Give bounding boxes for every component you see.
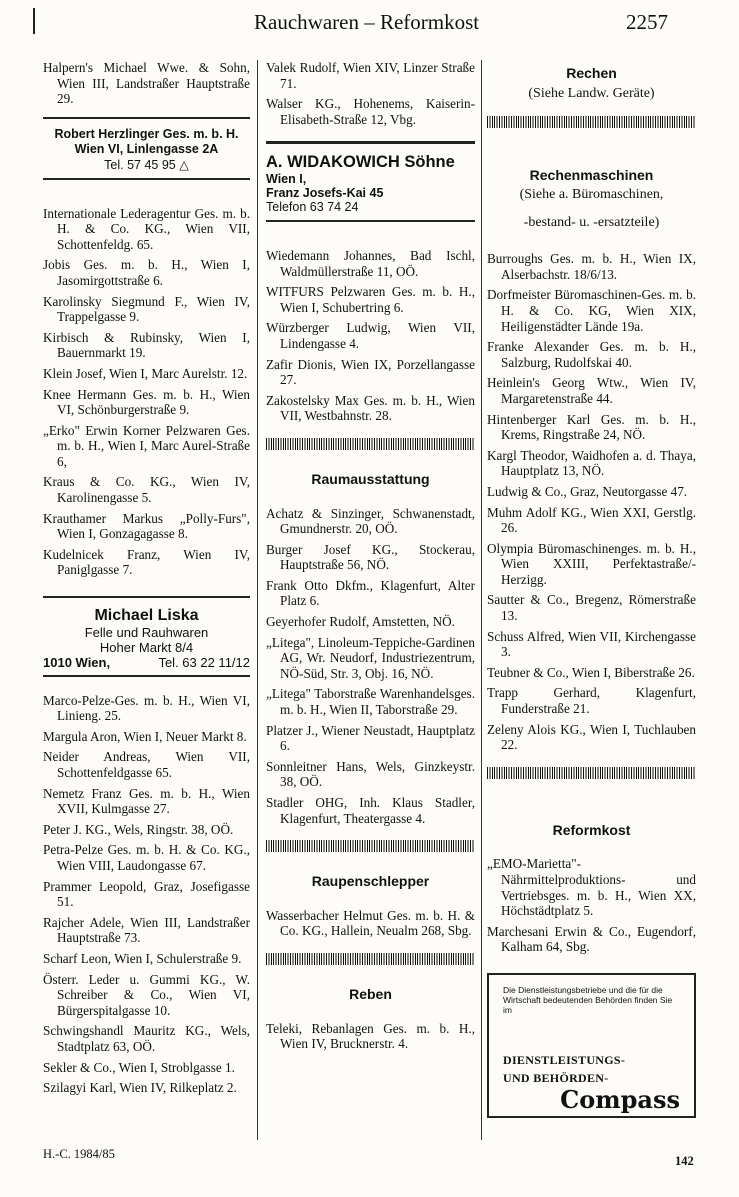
compass-logo: Compass [560, 1085, 680, 1115]
listing-group [266, 908, 475, 939]
directory-entry: Österr. Leder u. Gummi KG., W. Schreiber & Co., Wien VI, Bürgerspitalgasse 10. [43, 971, 250, 1018]
directory-entry: Wasserbacher Helmut Ges. m. b. H. & Co. KG., Hallein, Neualm 268, Sbg. [266, 907, 475, 939]
section-heading-rechenmaschinen: Rechenmaschinen [529, 166, 654, 183]
directory-entry: „Litega" Taborstraße Warenhandelsges. m. b. H., Wien II, Taborstraße 29. [266, 686, 475, 718]
directory-entry: Scharf Leon, Wien I, Schulerstraße 9. [43, 950, 242, 966]
column-rule-1 [257, 60, 258, 1140]
ad-line: Felle und Rauhwaren [84, 625, 209, 641]
directory-entry: Neider Andreas, Wien VII, Schottenfeldgasse 65. [43, 749, 250, 780]
ad-phone: Tel. 57 45 95 △ [104, 157, 189, 172]
advertisement-herzlinger [43, 117, 250, 180]
directory-entry: Zeleny Alois KG., Wien I, Tuchlauben 22. [487, 721, 696, 753]
directory-entry: Marchesani Erwin & Co., Eugendorf, Kalham 64, Sbg. [487, 923, 696, 955]
see-also-note: (Siehe a. Büromaschinen, [519, 187, 664, 203]
directory-entry: Achatz & Sinzinger, Schwanenstadt, Gmundnerstr. 20, OÖ. [266, 505, 475, 537]
directory-entry: Ludwig & Co., Graz, Neutorgasse 47. [487, 483, 688, 499]
column-2 [266, 60, 475, 1057]
ad-phone: Tel. 63 22 11/12 [158, 655, 250, 671]
directory-entry: „EMO-Marietta"-Nährmittelproduktions- und Vertriebsges. m. b. H., Wien XX, Höchstädtplatz 5. [487, 856, 696, 919]
compass-title-line-2: UND BEHÖRDEN- [503, 1070, 609, 1085]
section-heading-raupenschlepper: Raupenschlepper [311, 873, 430, 890]
directory-entry: Petra-Pelze Ges. m. b. H. & Co. KG., Wien VIII, Laudongasse 67. [43, 842, 250, 873]
section-heading-raumausstattung: Raumausstattung [311, 470, 430, 487]
directory-entry: Heinlein's Georg Wtw., Wien IV, Margaretenstraße 44. [487, 375, 696, 406]
directory-entry: Jobis Ges. m. b. H., Wien I, Jasomirgottstraße 6. [43, 257, 250, 288]
compass-advertisement [487, 973, 696, 1118]
directory-entry: Zakostelsky Max Ges. m. b. H., Wien VII, Westbahnstr. 28. [266, 392, 475, 424]
directory-entry: Internationale Lederagentur Ges. m. b. H. & Co. KG., Wien VII, Schottenfeldg. 65. [43, 205, 250, 252]
ad-company-name: Robert Herzlinger Ges. m. b. H. [54, 126, 239, 141]
ad-company-name: A. WIDAKOWICH Söhne [266, 153, 455, 172]
directory-entry: Knee Hermann Ges. m. b. H., Wien VI, Schönburgerstraße 9. [43, 386, 250, 418]
ad-address: Wien VI, Linlengasse 2A [74, 142, 219, 157]
directory-entry: Kraus & Co. KG., Wien IV, Karolinengasse 5. [43, 474, 250, 506]
directory-entry: Szilagyi Karl, Wien IV, Rilkeplatz 2. [43, 1080, 237, 1096]
listing-group [43, 60, 250, 107]
directory-entry: Kudelnicek Franz, Wien IV, Paniglgasse 7. [43, 546, 250, 578]
directory-entry: Franke Alexander Ges. m. b. H., Salzburg, Rudolfskai 40. [487, 339, 696, 370]
barcode-divider [266, 840, 475, 852]
ad-city: 1010 Wien, [43, 655, 111, 671]
compass-title-line-1: DIENSTLEISTUNGS- [503, 1052, 626, 1067]
directory-entry: Olympia Büromaschinenges. m. b. H., Wien XXIII, Perfektastraße/-Herzigg. [487, 540, 696, 587]
directory-entry: Karolinsky Siegmund F., Wien IV, Trappelgasse 9. [43, 293, 250, 325]
directory-entry: Valek Rudolf, Wien XIV, Linzer Straße 71. [266, 60, 475, 91]
column-rule-2 [481, 60, 482, 1140]
sheet-number: 142 [675, 1154, 694, 1168]
advertisement-widakowich [266, 141, 475, 222]
barcode-divider [487, 116, 696, 128]
directory-entry: Wiedemann Johannes, Bad Ischl, Waldmüllerstraße 11, OÖ. [266, 247, 475, 279]
listing-group [266, 1021, 475, 1052]
page-number: 2257 [626, 10, 668, 34]
directory-entry: Muhm Adolf KG., Wien XXI, Gerstlg. 26. [487, 504, 696, 536]
directory-entry: Burger Josef KG., Stockerau, Hauptstraße 56, NÖ. [266, 541, 475, 573]
listing-group [266, 506, 475, 827]
directory-entry: Klein Josef, Wien I, Marc Aurelstr. 12. [43, 365, 248, 381]
directory-entry: Rajcher Adele, Wien III, Landstraßer Hauptstraße 73. [43, 914, 250, 946]
directory-entry: Würzberger Ludwig, Wien VII, Lindengasse 4. [266, 320, 475, 351]
directory-entry: Schuss Alfred, Wien VII, Kirchengasse 3. [487, 628, 696, 660]
directory-entry: Prammer Leopold, Graz, Josefigasse 51. [43, 878, 250, 910]
see-also-note: -bestand- u. -ersatzteile) [523, 215, 660, 231]
listing-group [43, 693, 250, 1096]
listing-group [487, 251, 696, 753]
ad-address: Franz Josefs-Kai 45 [266, 186, 384, 201]
section-heading-reben: Reben [349, 985, 392, 1002]
section-heading-reformkost: Reformkost [552, 821, 631, 838]
directory-entry: Geyerhofer Rudolf, Amstetten, NÖ. [266, 614, 455, 630]
directory-entry: WITFURS Pelzwaren Ges. m. b. H., Wien I, Schubertring 6. [266, 284, 475, 315]
see-also-note: (Siehe Landw. Geräte) [528, 85, 655, 101]
column-1 [43, 60, 250, 1101]
directory-entry: Hintenberger Karl Ges. m. b. H., Krems, Ringstraße 24, NÖ. [487, 411, 696, 443]
advertisement-liska [43, 596, 250, 677]
directory-entry: Kargl Theodor, Waidhofen a. d. Thaya, Hauptplatz 13, NÖ. [487, 447, 696, 479]
ad-city: Wien I, [266, 172, 307, 187]
directory-entry: Frank Otto Dkfm., Klagenfurt, Alter Platz 6. [266, 577, 475, 609]
directory-entry: Nemetz Franz Ges. m. b. H., Wien XVII, Kulmgasse 27. [43, 785, 250, 817]
ad-company-name: Michael Liska [94, 607, 199, 625]
ad-address: Hoher Markt 8/4 [99, 640, 194, 656]
directory-entry: Sonnleitner Hans, Wels, Ginzkeystr. 38, OÖ. [266, 758, 475, 790]
directory-entry: Sautter & Co., Bregenz, Römerstraße 13. [487, 592, 696, 624]
directory-entry: Teubner & Co., Wien I, Biberstraße 26. [487, 664, 695, 680]
directory-entry: Marco-Pelze-Ges. m. b. H., Wien VI, Linieng. 25. [43, 692, 250, 724]
directory-entry: „Litega", Linoleum-Teppiche-Gardinen AG, Wr. Neudorf, Industriezentrum, NÖ-Süd, Str. 3, Obj. 16, NÖ. [266, 634, 475, 681]
column-3 [487, 60, 696, 1118]
ad-phone: Telefon 63 74 24 [266, 200, 359, 215]
directory-entry: Teleki, Rebanlagen Ges. m. b. H., Wien IV, Brucknerstr. 4. [266, 1020, 475, 1052]
section-heading-rechen: Rechen [566, 65, 617, 81]
listing-group [266, 248, 475, 424]
listing-group [266, 60, 475, 127]
edition-note: H.-C. 1984/85 [43, 1147, 115, 1161]
barcode-divider [266, 438, 475, 450]
margin-mark [33, 8, 35, 34]
directory-entry: Schwingshandl Mauritz KG., Wels, Stadtplatz 63, OÖ. [43, 1023, 250, 1054]
directory-entry: Krauthamer Markus „Polly-Furs", Wien I, Gonzagagasse 8. [43, 510, 250, 542]
directory-entry: Walser KG., Hohenems, Kaiserin-Elisabeth-Straße 12, Vbg. [266, 96, 475, 127]
barcode-divider [487, 767, 696, 779]
directory-entry: Dorfmeister Büromaschinen-Ges. m. b. H. & Co. KG, Wien XIX, Heiligenstädter Lände 19a. [487, 287, 696, 334]
directory-entry: Zafir Dionis, Wien IX, Porzellangasse 27. [266, 356, 475, 388]
directory-entry: Halpern's Michael Wwe. & Sohn, Wien III, Landstraßer Hauptstraße 29. [43, 60, 250, 107]
barcode-divider [266, 953, 475, 965]
directory-entry: Kirbisch & Rubinsky, Wien I, Bauernmarkt 19. [43, 329, 250, 361]
listing-group [43, 206, 250, 578]
page-title: Rauchwaren – Reformkost [254, 10, 480, 34]
directory-entry: Peter J. KG., Wels, Ringstr. 38, OÖ. [43, 821, 234, 837]
compass-intro: Die Dienstleistungsbetriebe und die für die Wirtschaft bedeutenden Behörden finden Sie im [503, 984, 673, 1015]
ad-contact-row [43, 655, 250, 671]
directory-entry: Trapp Gerhard, Klagenfurt, Funderstraße 21. [487, 685, 696, 717]
directory-entry: Burroughs Ges. m. b. H., Wien IX, Alserbachstr. 18/6/13. [487, 251, 696, 282]
directory-entry: „Erko" Erwin Korner Pelzwaren Ges. m. b. H., Wien I, Marc Aurel-Straße 6, [43, 422, 250, 469]
directory-entry: Platzer J., Wiener Neustadt, Hauptplatz 6. [266, 722, 475, 754]
directory-entry: Sekler & Co., Wien I, Stroblgasse 1. [43, 1059, 235, 1075]
directory-entry: Stadler OHG, Inh. Klaus Stadler, Klagenfurt, Theatergasse 4. [266, 795, 475, 826]
directory-entry: Margula Aron, Wien I, Neuer Markt 8. [43, 728, 247, 744]
listing-group [487, 856, 696, 955]
